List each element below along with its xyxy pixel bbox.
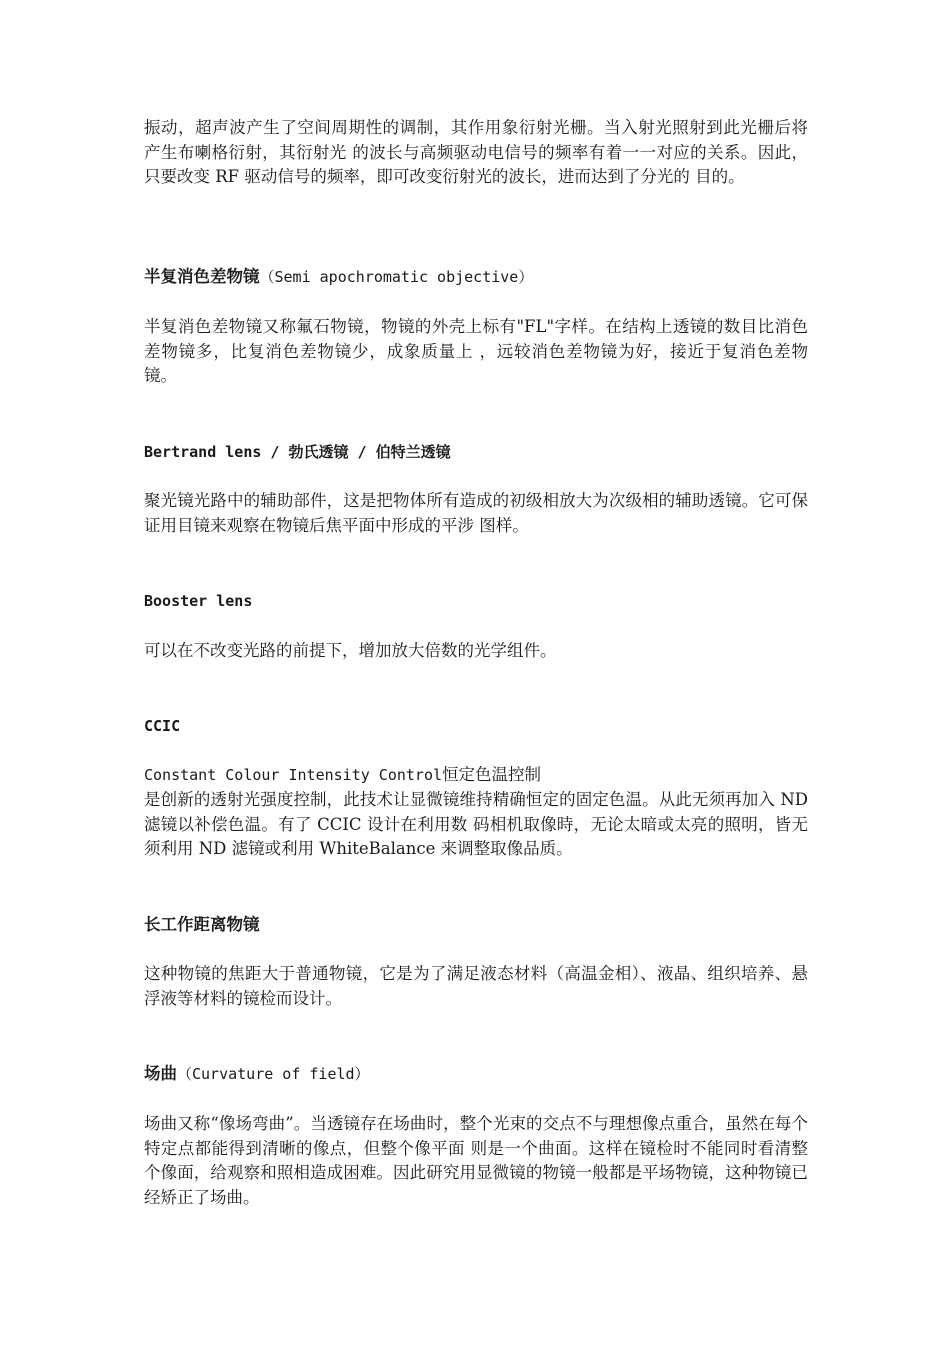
section-heading-long-working-distance: 长工作距离物镜 (144, 915, 260, 934)
heading-text: 场曲 (144, 1064, 177, 1083)
section-heading-curvature-of-field (144, 1062, 808, 1087)
ccic-subline (144, 763, 808, 788)
semi-apochromatic-paragraph: 半复消色差物镜又称氟石物镜，物镜的外壳上标有"FL"字样。在结构上透镜的数目比消色差物镜多，比复消色差物镜少，成象质量上 ，远较消色差物镜为好，接近于复消色差物镜。 (144, 317, 808, 385)
section-heading-bertrand-lens: Bertrand lens / 勃氏透镜 / 伯特兰透镜 (144, 443, 451, 461)
heading-text: 半复消色差物镜 (144, 267, 260, 286)
heading-english-term: （Curvature of field） (177, 1065, 370, 1083)
section-heading-semi-apochromatic (144, 265, 808, 290)
section-heading-booster-lens: Booster lens (144, 592, 253, 610)
ccic-paragraph: 是创新的透射光强度控制，此技术让显微镜维持精确恒定的固定色温。从此无须再加入 ND 滤镜以补偿色温。有了 CCIC 设计在利用数 码相机取像時，无论太暗或太亮的照明，皆无须利用 ND 滤镜或利用 WhiteBalance 来调整取像品质。 (144, 790, 808, 858)
intro-paragraph: 振动，超声波产生了空间周期性的调制，其作用象衍射光栅。当入射光照射到此光栅后将 产生布喇格衍射，其衍射光 的波长与高频驱动电信号的频率有着一一对应的关系。因此，只要改变 RF 驱动信号的频率，即可改变衍射光的波长，进而达到了分光的 目的。 (144, 118, 808, 186)
long-working-distance-paragraph: 这种物镜的焦距大于普通物镜，它是为了满足液态材料（高温金相）、液晶、组织培养、悬浮液等材料的镜检而设计。 (144, 964, 808, 1008)
bertrand-lens-paragraph: 聚光镜光路中的辅助部件，这是把物体所有造成的初级相放大为次级相的辅助透镜。它可保证用目镜来观察在物镜后焦平面中形成的平涉 图样。 (144, 491, 808, 535)
ccic-full-name: Constant Colour Intensity Control (144, 766, 443, 784)
curvature-of-field-paragraph: 场曲又称“像场弯曲”。当透镜存在场曲时，整个光束的交点不与理想像点重合，虽然在每个特定点都能得到清晰的像点，但整个像平面 则是一个曲面。这样在镜检时不能同时看清整个像面，给观察和照相造成困难。因此研究用显微镜的物镜一般都是平场物镜，这种物镜已 经矫正了场曲。 (144, 1114, 808, 1207)
booster-lens-paragraph: 可以在不改变光路的前提下，增加放大倍数的光学组件。 (144, 641, 557, 660)
ccic-chinese-name: 恒定色温控制 (442, 765, 542, 784)
section-heading-ccic: CCIC (144, 717, 181, 735)
heading-english-term: （Semi apochromatic objective） (259, 268, 534, 286)
